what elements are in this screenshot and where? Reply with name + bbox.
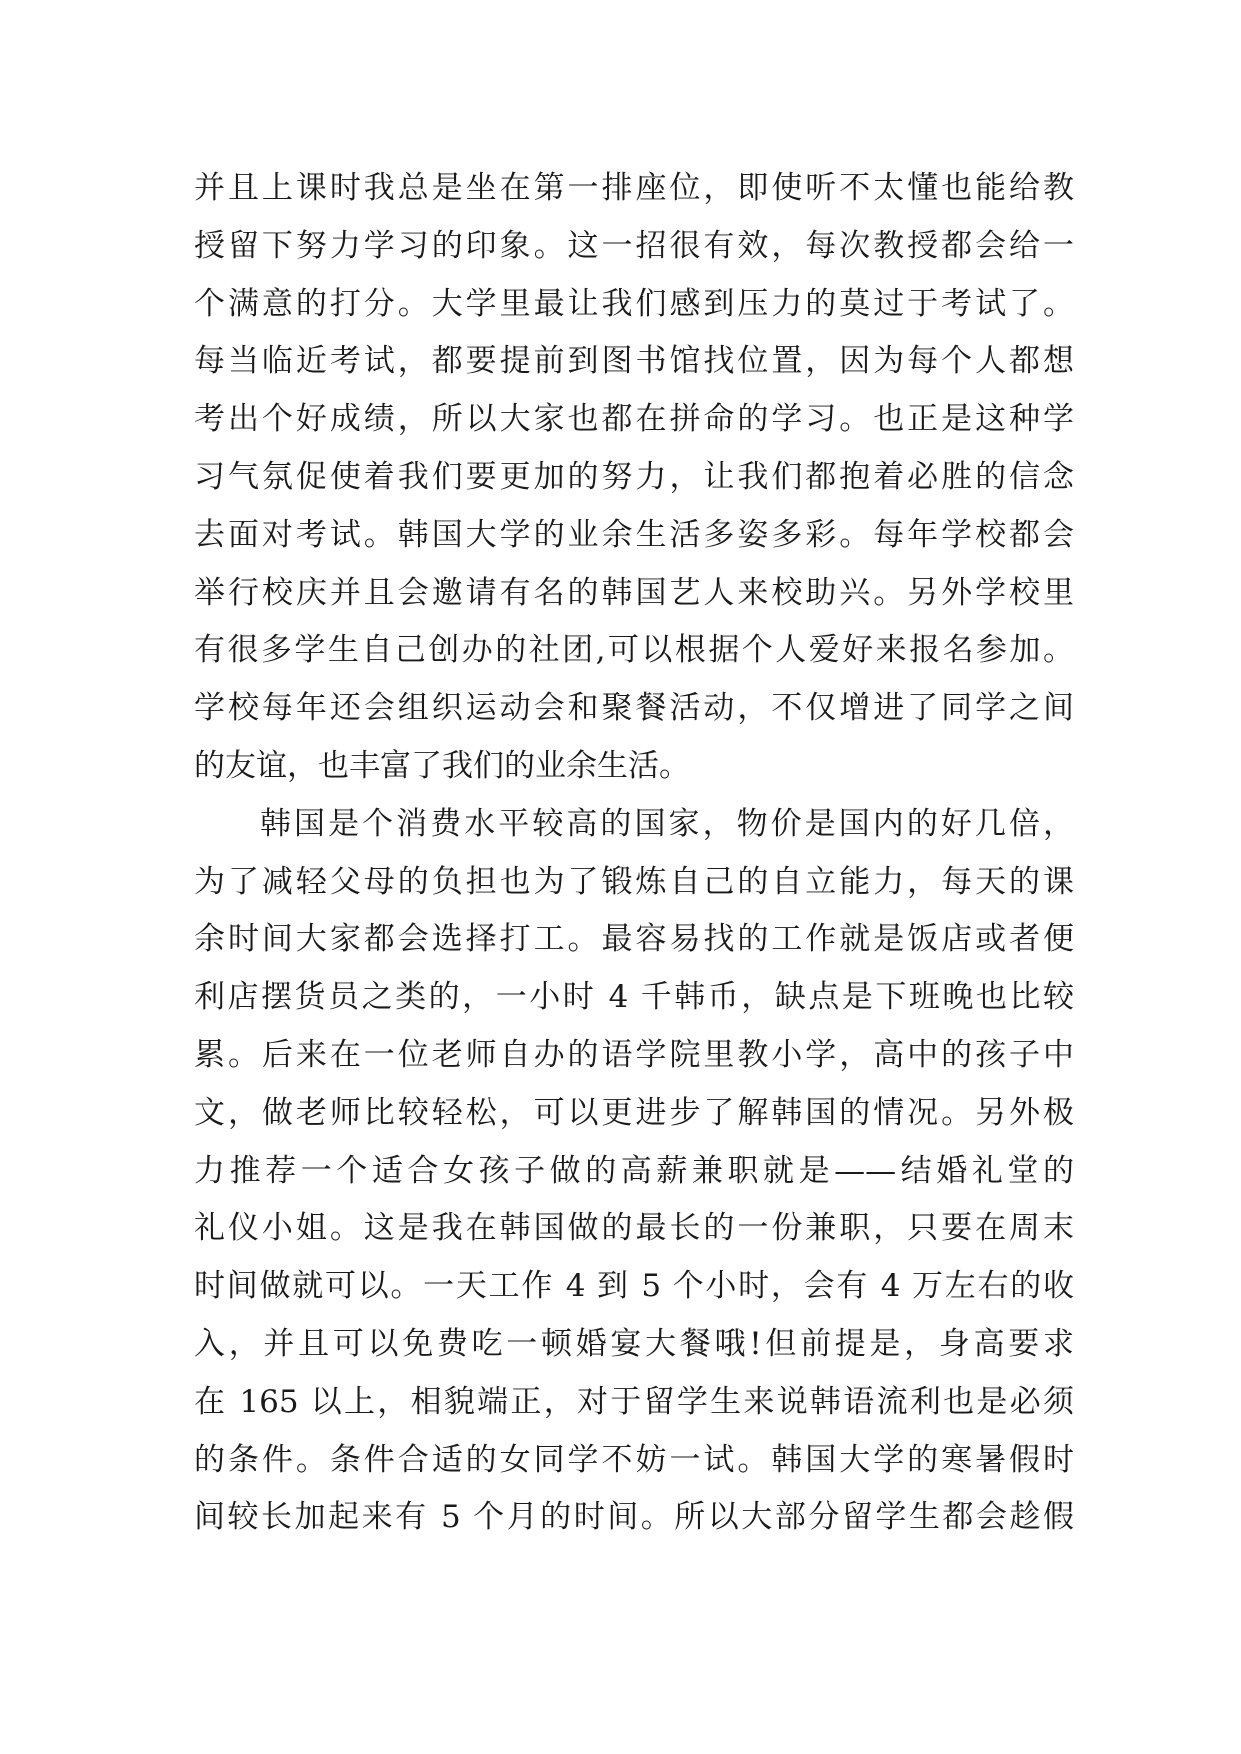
text-line: 为了减轻父母的负担也为了锻炼自己的自立能力，每天的课 [194,863,1074,900]
text-line: 累。后来在一位老师自办的语学院里教小学，高中的孩子中 [194,1036,1074,1073]
paragraph-first-line: 韩国是个消费水平较高的国家，物价是国内的好几倍， [260,805,1074,842]
text-line: 间较长加起来有 5 个月的时间。所以大部分留学生都会趁假 [194,1499,1074,1536]
text-line: 的条件。条件合适的女同学不妨一试。韩国大学的寒暑假时 [194,1441,1074,1478]
text-line: 余时间大家都会选择打工。最容易找的工作就是饭店或者便 [194,921,1074,958]
text-line: 力推荐一个适合女孩子做的高薪兼职就是——结婚礼堂的 [194,1152,1074,1189]
text-line: 在 165 以上，相貌端正，对于留学生来说韩语流利也是必须 [194,1383,1074,1420]
text-line: 个满意的打分。大学里最让我们感到压力的莫过于考试了。 [194,285,1074,322]
text-line: 举行校庆并且会邀请有名的韩国艺人来校助兴。另外学校里 [194,574,1074,611]
text-line: 并且上课时我总是坐在第一排座位，即使听不太懂也能给教 [194,170,1074,206]
text-line: 习气氛促使着我们要更加的努力，让我们都抱着必胜的信念 [194,458,1074,495]
text-line: 学校每年还会组织运动会和聚餐活动，不仅增进了同学之间 [194,690,1074,727]
text-line: 文，做老师比较轻松，可以更进步了解韩国的情况。另外极 [194,1094,1074,1131]
text-line: 去面对考试。韩国大学的业余生活多姿多彩。每年学校都会 [194,516,1074,553]
text-line: 有很多学生自己创办的社团,可以根据个人爱好来报名参加。 [194,632,1074,669]
document-body [194,160,1074,1547]
text-line: 入，并且可以免费吃一顿婚宴大餐哦!但前提是，身高要求 [194,1325,1074,1362]
text-line: 时间做就可以。一天工作 4 到 5 个小时，会有 4 万左右的收 [194,1268,1074,1305]
text-line: 每当临近考试，都要提前到图书馆找位置，因为每个人都想 [194,343,1074,380]
paragraph-last-line: 的友谊，也丰富了我们的业余生活。 [194,747,690,784]
text-line: 授留下努力学习的印象。这一招很有效，每次教授都会给一 [194,227,1074,264]
text-line: 考出个好成绩，所以大家也都在拼命的学习。也正是这种学 [194,401,1074,438]
text-line: 利店摆货员之类的，一小时 4 千韩币，缺点是下班晚也比较 [194,979,1074,1016]
text-line: 礼仪小姐。这是我在韩国做的最长的一份兼职，只要在周末 [194,1210,1074,1247]
